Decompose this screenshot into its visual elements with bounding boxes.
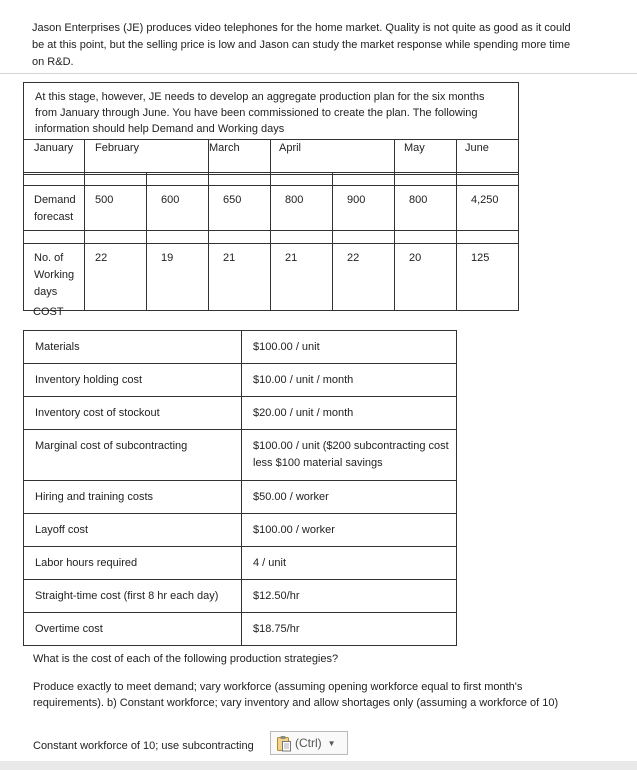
cost-row xyxy=(24,514,457,547)
header-cell xyxy=(85,140,209,175)
stage-description: At this stage, however, JE needs to develop an aggregate production plan for the six months from January through June. You have been commissioned to create the plan. The following information should help Demand and Working days xyxy=(35,91,485,135)
days-value: 21 xyxy=(285,252,298,264)
month-june: June xyxy=(465,142,489,154)
demand-value: 800 xyxy=(409,194,428,206)
cost-value: $12.50/hr xyxy=(242,580,457,613)
cost-value: $100.00 / unit ($200 subcontracting cost less $100 material savings xyxy=(242,430,457,481)
days-value: 21 xyxy=(223,252,236,264)
row-label: No. of Working days xyxy=(34,252,75,298)
question-text: What is the cost of each of the following production strategies? xyxy=(33,653,339,665)
cost-row xyxy=(24,430,457,481)
bottom-bar xyxy=(0,761,637,770)
demand-table xyxy=(23,82,519,175)
cost-item: Materials xyxy=(24,331,242,364)
spacer-row xyxy=(24,231,519,244)
row-label: Demand forecast xyxy=(34,194,76,223)
cost-item: Labor hours required xyxy=(24,547,242,580)
cost-table xyxy=(23,330,457,646)
demand-value: 500 xyxy=(95,194,114,206)
cost-value: $100.00 / worker xyxy=(242,514,457,547)
demand-value: 800 xyxy=(285,194,304,206)
demand-forecast-row xyxy=(24,186,519,231)
demand-total: 4,250 xyxy=(471,194,499,206)
cost-item: Layoff cost xyxy=(24,514,242,547)
cost-item: Hiring and training costs xyxy=(24,481,242,514)
strategy-c-text[interactable]: Constant workforce of 10; use subcontracting xyxy=(33,740,254,752)
strategies-ab-text: Produce exactly to meet demand; vary workforce (assuming opening workforce equal to first month's requirements). b) Constant workforce; vary inventory and allow shortages only (assuming a workforce of 10) xyxy=(33,681,559,709)
cost-value: $100.00 / unit xyxy=(242,331,457,364)
cost-value: $20.00 / unit / month xyxy=(242,397,457,430)
days-value: 22 xyxy=(347,252,360,264)
cost-item: Overtime cost xyxy=(24,613,242,646)
cost-row xyxy=(24,580,457,613)
section-divider xyxy=(0,73,637,74)
intro-paragraph: Jason Enterprises (JE) produces video telephones for the home market. Quality is not quite as good as it could be at this point, but the selling price is low and Jason can study the market response while spending more time on R&D. xyxy=(32,22,571,68)
header-cell xyxy=(457,140,519,175)
month-may: May xyxy=(404,142,425,154)
clipboard-icon xyxy=(276,735,292,752)
cost-value: $10.00 / unit / month xyxy=(242,364,457,397)
cost-heading: COST xyxy=(33,306,64,318)
month-january: January xyxy=(34,142,74,154)
cost-item: Straight-time cost (first 8 hr each day) xyxy=(24,580,242,613)
cost-value: 4 / unit xyxy=(242,547,457,580)
cost-row xyxy=(24,397,457,430)
cost-row xyxy=(24,547,457,580)
cost-row xyxy=(24,364,457,397)
header-cell xyxy=(209,140,271,175)
month-header-row xyxy=(24,140,519,175)
days-value: 22 xyxy=(95,252,108,264)
month-march: March xyxy=(209,142,240,154)
cost-value: $50.00 / worker xyxy=(242,481,457,514)
header-cell xyxy=(24,140,85,175)
cost-item: Inventory cost of stockout xyxy=(24,397,242,430)
days-value: 19 xyxy=(161,252,174,264)
month-april: April xyxy=(279,142,302,154)
cost-row xyxy=(24,481,457,514)
demand-values-table xyxy=(23,172,519,311)
header-cell xyxy=(271,140,395,175)
days-value: 20 xyxy=(409,252,422,264)
days-total: 125 xyxy=(471,252,490,264)
cost-item: Marginal cost of subcontracting xyxy=(24,430,242,481)
paste-options-button[interactable] xyxy=(270,731,348,755)
cost-item: Inventory holding cost xyxy=(24,364,242,397)
cost-row xyxy=(24,331,457,364)
demand-value: 600 xyxy=(161,194,180,206)
dropdown-caret-icon: ▼ xyxy=(327,738,336,748)
stage-description-cell xyxy=(24,83,519,140)
spacer-row xyxy=(24,173,519,186)
month-february: February xyxy=(95,142,140,154)
cost-value: $18.75/hr xyxy=(242,613,457,646)
working-days-row xyxy=(24,244,519,311)
cost-row xyxy=(24,613,457,646)
paste-shortcut-label: (Ctrl) xyxy=(295,736,322,750)
demand-value: 650 xyxy=(223,194,242,206)
header-cell xyxy=(395,140,457,175)
demand-value: 900 xyxy=(347,194,366,206)
